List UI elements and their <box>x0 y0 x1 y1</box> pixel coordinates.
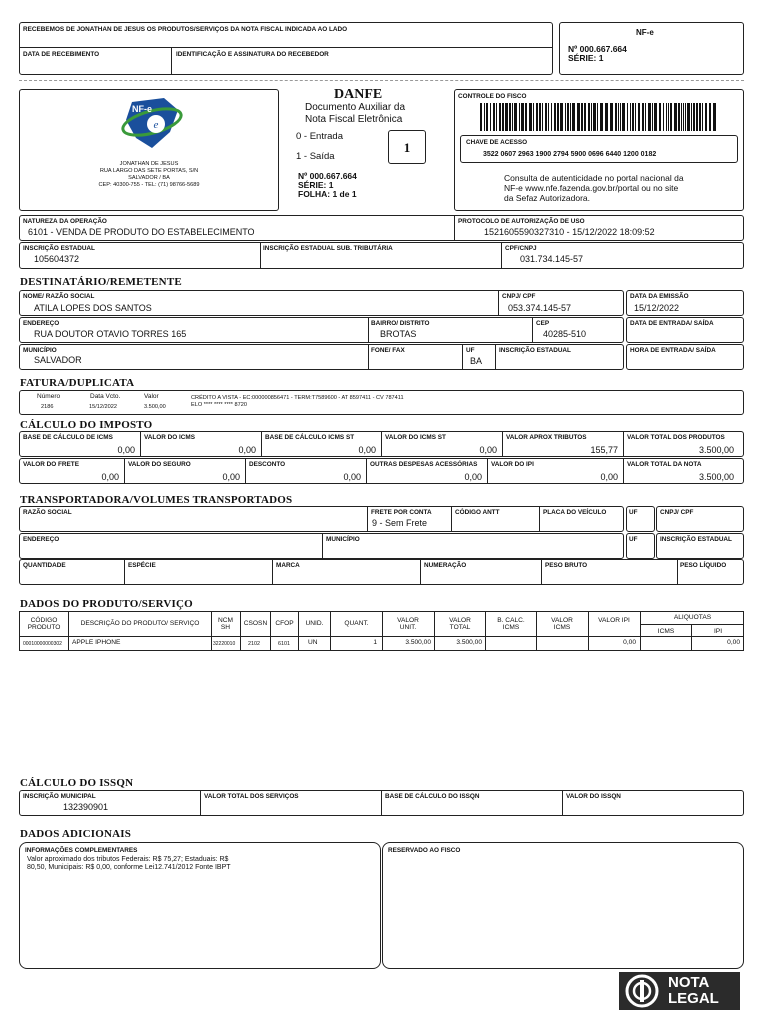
transp-placa-label: PLACA DO VEÍCULO <box>543 509 607 516</box>
barcode-bar <box>577 103 580 131</box>
barcode-bar <box>709 103 711 131</box>
dest-row3-divider1 <box>368 344 369 370</box>
fatura-credito2: ELO **** **** **** 8720 <box>191 402 247 408</box>
canhoto-numero: Nº 000.667.664 <box>568 44 627 54</box>
hdr-codigo: CÓDIGO PRODUTO <box>27 617 61 631</box>
barcode-bar <box>484 103 485 131</box>
canhoto-nfe-label: NF-e <box>636 28 654 37</box>
dest-cnpj-label: CNPJ/ CPF <box>502 293 536 300</box>
transp-r2-d1 <box>322 533 323 559</box>
barcode-bar <box>674 103 677 131</box>
fisco-label: RESERVADO AO FISCO <box>388 847 461 854</box>
seguro: 0,00 <box>222 472 240 482</box>
barcode-bar <box>490 103 491 131</box>
issqn-d3 <box>562 790 563 816</box>
barcode-bar <box>597 103 598 131</box>
dest-row2-divider2 <box>532 317 533 343</box>
barcode-bar <box>519 103 520 131</box>
barcode-bar <box>509 103 511 131</box>
fatura-numero-label: Número <box>37 393 61 400</box>
barcode-bar <box>480 103 482 131</box>
fatura-numero: 2186 <box>41 404 54 410</box>
danfe-numero: Nº 000.667.664 <box>298 171 357 181</box>
barcode-bar <box>536 103 538 131</box>
imp-r2-d2 <box>245 458 246 484</box>
danfe-folha: FOLHA: 1 de 1 <box>298 189 357 199</box>
danfe-serie: SÉRIE: 1 <box>298 180 334 190</box>
row-descricao: APPLE IPHONE <box>72 639 121 646</box>
dest-endereco: RUA DOUTOR OTAVIO TORRES 165 <box>34 329 187 339</box>
barcode-bar <box>539 103 541 131</box>
dest-hora-label: HORA DE ENTRADA/ SAÍDA <box>630 347 716 354</box>
hdr-aliquotas: ALIQUOTAS <box>673 614 712 621</box>
barcode-bar <box>570 103 571 131</box>
barcode-bar <box>663 103 664 131</box>
ie-value: 105604372 <box>34 254 80 264</box>
info-label: INFORMAÇÕES COMPLEMENTARES <box>25 847 138 854</box>
barcode-bar <box>678 103 680 131</box>
imp-r1-d5 <box>623 431 624 457</box>
danfe-subtitle2: Nota Fiscal Eletrônica <box>305 114 403 125</box>
dest-uf: BA <box>470 356 483 366</box>
seguro-label: VALOR DO SEGURO <box>128 461 191 468</box>
imp-r1-d2 <box>261 431 262 457</box>
inscricao-divider1 <box>260 242 261 269</box>
barcode-bar <box>615 103 617 131</box>
dest-uf-label: UF <box>466 347 475 354</box>
issqn-im: 132390901 <box>63 802 109 812</box>
barcode-bar <box>645 103 646 131</box>
danfe-subtitle1: Documento Auxiliar da <box>305 102 406 113</box>
dest-emissao: 15/12/2022 <box>634 303 680 313</box>
row-quant: 1 <box>373 639 377 646</box>
barcode-bar <box>630 103 631 131</box>
dest-emissao-label: DATA DA EMISSÃO <box>630 293 689 300</box>
barcode-bar <box>505 103 508 131</box>
transp-row1 <box>19 506 624 532</box>
row-vtotal: 3.500,00 <box>456 639 482 646</box>
dest-row3-divider3 <box>495 344 496 370</box>
dest-cep-label: CEP <box>536 320 550 327</box>
hdr-vunit: VALOR UNIT. <box>397 617 419 631</box>
barcode-bar <box>627 103 628 131</box>
hdr-csosn: CSOSN <box>243 620 268 627</box>
transp-ie-label: INSCRIÇÃO ESTADUAL <box>660 536 732 543</box>
dest-entrada-label: DATA DE ENTRADA/ SAÍDA <box>630 320 714 327</box>
consulta-line2: NF-e www.nfe.fazenda.gov.br/portal ou no site <box>504 183 679 193</box>
barcode-bar <box>502 103 504 131</box>
barcode-bar <box>642 103 644 131</box>
destinatario-section: DESTINATÁRIO/REMETENTE <box>20 276 182 288</box>
barcode-bar <box>668 103 669 131</box>
barcode-bar <box>496 103 497 131</box>
total-prod-label: VALOR TOTAL DOS PRODUTOS <box>627 434 725 441</box>
transp-r1-d2 <box>451 506 452 532</box>
bc-icms-label: BASE DE CÁLCULO DE ICMS <box>23 434 113 441</box>
chave-label: CHAVE DE ACESSO <box>466 139 528 146</box>
barcode-bar <box>670 103 672 131</box>
prod-col-d3 <box>240 611 241 651</box>
transporte-section: TRANSPORTADORA/VOLUMES TRANSPORTADOS <box>20 494 293 506</box>
imp-r1-d4 <box>502 431 503 457</box>
barcode-bar <box>610 103 613 131</box>
transp-numeracao-label: NUMERAÇÃO <box>424 562 467 569</box>
barcode-bar <box>635 103 636 131</box>
barcode-bar <box>493 103 495 131</box>
barcode-bar <box>591 103 592 131</box>
dest-ie-label: INSCRIÇÃO ESTADUAL <box>499 347 571 354</box>
data-recebimento-label: DATA DE RECEBIMENTO <box>23 51 100 58</box>
dest-nome-label: NOME/ RAZÃO SOCIAL <box>23 293 95 300</box>
hdr-unid: UNID. <box>305 620 324 627</box>
prod-col-d10 <box>536 611 537 651</box>
bc-st-label: BASE DE CÁLCULO ICMS ST <box>265 434 355 441</box>
barcode-icon <box>480 103 716 131</box>
transp-uf-label: UF <box>629 509 638 516</box>
prod-col-d9 <box>485 611 486 651</box>
nota-legal-line2: LEGAL <box>668 990 719 1007</box>
issqn-d2 <box>381 790 382 816</box>
barcode-bar <box>705 103 707 131</box>
prod-col-d5 <box>298 611 299 651</box>
total-nota-label: VALOR TOTAL DA NOTA <box>627 461 702 468</box>
barcode-bar <box>512 103 513 131</box>
transp-liquido-label: PESO LÍQUIDO <box>680 562 727 569</box>
chave-acesso: 3522 0607 2963 1900 2794 5900 0696 6440 1200 0182 <box>483 151 657 158</box>
issqn-section: CÁLCULO DO ISSQN <box>20 777 134 789</box>
hdr-cfop: CFOP <box>275 620 294 627</box>
transp-endereco-label: ENDEREÇO <box>23 536 60 543</box>
transp-r3-d1 <box>124 559 125 585</box>
imp-r2-d1 <box>124 458 125 484</box>
transp-antt-label: CÓDIGO ANTT <box>455 509 500 516</box>
hdr-aliq-ipi: IPI <box>713 628 723 635</box>
aprox-label: VALOR APROX TRIBUTOS <box>506 434 587 441</box>
prod-col-d4 <box>270 611 271 651</box>
barcode-bar <box>632 103 634 131</box>
emitente-cep-tel: CEP: 40300-755 - TEL: (71) 98766-5689 <box>98 182 200 188</box>
aliquotas-divider <box>640 624 744 625</box>
fatura-box <box>19 390 744 415</box>
barcode-bar <box>618 103 619 131</box>
dest-nome: ATILA LOPES DOS SANTOS <box>34 303 152 313</box>
barcode-bar <box>567 103 569 131</box>
danfe-saida: 1 - Saída <box>296 151 335 162</box>
barcode-bar <box>659 103 661 131</box>
hdr-ncm: NCM SH <box>217 617 234 631</box>
prod-col-d1 <box>68 611 69 651</box>
imp-r2-d5 <box>623 458 624 484</box>
ipi: 0,00 <box>600 472 618 482</box>
prod-col-d2 <box>211 611 212 651</box>
bc-st: 0,00 <box>358 445 376 455</box>
issqn-bc-label: BASE DE CÁLCULO DO ISSQN <box>385 793 480 800</box>
dest-cep: 40285-510 <box>543 329 587 339</box>
transp-razao-label: RAZÃO SOCIAL <box>23 509 72 516</box>
emitente-city: SALVADOR / BA <box>128 175 170 181</box>
barcode-bar <box>702 103 703 131</box>
issqn-im-label: INSCRIÇÃO MUNICIPAL <box>23 793 96 800</box>
ie-st-label: INSCRIÇÃO ESTADUAL SUB. TRIBUTÁRIA <box>263 245 393 252</box>
inscricao-divider2 <box>501 242 502 269</box>
dest-row2-divider1 <box>368 317 369 343</box>
barcode-bar <box>542 103 543 131</box>
barcode-bar <box>560 103 563 131</box>
dest-cnpj: 053.374.145-57 <box>508 303 572 313</box>
transp-r3-d4 <box>541 559 542 585</box>
v-st: 0,00 <box>479 445 497 455</box>
barcode-bar <box>713 103 716 131</box>
barcode-bar <box>685 103 686 131</box>
barcode-bar <box>681 103 682 131</box>
issqn-valor-label: VALOR DO ISSQN <box>566 793 621 800</box>
imp-r2-d3 <box>366 458 367 484</box>
row-unid: UN <box>308 639 318 646</box>
dest-row1-divider <box>498 290 499 316</box>
info-line1: Valor aproximado dos tributos Federais: R$ 75,27; Estaduais: R$ <box>27 856 229 863</box>
barcode-bar <box>565 103 566 131</box>
barcode-bar <box>638 103 640 131</box>
dest-bairro-label: BAIRRO/ DISTRITO <box>371 320 430 327</box>
bc-icms: 0,00 <box>117 445 135 455</box>
barcode-bar <box>691 103 692 131</box>
hdr-vicms: VALOR ICMS <box>551 617 573 631</box>
row-codigo: 00010000000302 <box>23 641 62 647</box>
fatura-section: FATURA/DUPLICATA <box>20 377 135 389</box>
protocolo-value: 1521605590327310 - 15/12/2022 18:09:52 <box>484 227 655 237</box>
ipi-label: VALOR DO IPI <box>491 461 534 468</box>
dest-endereco-label: ENDEREÇO <box>23 320 60 327</box>
transp-cnpj-label: CNPJ/ CPF <box>660 509 694 516</box>
barcode-bar <box>622 103 625 131</box>
danfe-entrada: 0 - Entrada <box>296 131 343 142</box>
barcode-bar <box>648 103 651 131</box>
barcode-bar <box>499 103 501 131</box>
barcode-bar <box>486 103 488 131</box>
hdr-vtotal: VALOR TOTAL <box>449 617 471 631</box>
fatura-valor-label: Valor <box>144 393 159 400</box>
barcode-bar <box>554 103 556 131</box>
barcode-bar <box>514 103 517 131</box>
identificacao-label: IDENTIFICAÇÃO E ASSINATURA DO RECEBEDOR <box>176 51 329 58</box>
hdr-bcalc: B. CALC. ICMS <box>497 617 525 631</box>
hdr-vipi: VALOR IPI <box>598 617 630 624</box>
imp-r2-d4 <box>487 458 488 484</box>
ie-label: INSCRIÇÃO ESTADUAL <box>23 245 95 252</box>
fatura-vcto: 15/12/2022 <box>89 404 117 410</box>
row-aliq-ipi: 0,00 <box>727 639 740 646</box>
barcode-bar <box>652 103 653 131</box>
hdr-quant: QUANT. <box>344 620 369 627</box>
emitente-cnpj: 031.734.145-57 <box>520 254 584 264</box>
frete: 0,00 <box>101 472 119 482</box>
nota-legal-line1: NOTA <box>668 974 710 991</box>
row-cfop: 6101 <box>278 641 290 647</box>
issqn-d1 <box>200 790 201 816</box>
row-csosn: 2102 <box>248 641 260 647</box>
info-line2: 80,50, Municipais: R$ 0,00, conforme Lei12.741/2012 Fonte IBPT <box>27 864 231 871</box>
transp-uf2-label: UF <box>629 536 638 543</box>
fatura-valor: 3.500,00 <box>144 404 166 410</box>
hdr-descricao: DESCRIÇÃO DO PRODUTO/ SERVIÇO <box>80 620 200 627</box>
dest-row3-divider2 <box>462 344 463 370</box>
nota-legal-icon <box>624 974 660 1008</box>
nfe-logo-text: NF-e <box>132 104 152 114</box>
barcode-bar <box>572 103 575 131</box>
frete-label: VALOR DO FRETE <box>23 461 79 468</box>
canhoto-serie: SÉRIE: 1 <box>568 53 604 63</box>
imposto-section: CÁLCULO DO IMPOSTO <box>20 419 153 431</box>
fatura-credito1: CRÉDITO A VISTA - EC:000000856471 - TERM:T7589600 - AT 8597411 - CV 787411 <box>191 395 404 401</box>
barcode-bar <box>620 103 621 131</box>
canhoto-vdivider <box>171 47 172 75</box>
dest-municipio-label: MUNICÍPIO <box>23 347 57 354</box>
svg-text:e: e <box>153 119 159 131</box>
danfe-title: DANFE <box>334 87 383 102</box>
barcode-bar <box>548 103 549 131</box>
v-icms: 0,00 <box>238 445 256 455</box>
outras: 0,00 <box>464 472 482 482</box>
barcode-bar <box>588 103 590 131</box>
v-st-label: VALOR DO ICMS ST <box>385 434 446 441</box>
barcode-bar <box>693 103 695 131</box>
imp-r1-d1 <box>140 431 141 457</box>
barcode-bar <box>581 103 583 131</box>
barcode-bar <box>699 103 701 131</box>
transp-especie-label: ESPÉCIE <box>128 562 156 569</box>
total-prod: 3.500,00 <box>698 445 734 455</box>
barcode-bar <box>529 103 532 131</box>
dest-municipio: SALVADOR <box>34 355 82 365</box>
nfe-logo-icon <box>112 92 194 154</box>
protocolo-label: PROTOCOLO DE AUTORIZAÇÃO DE USO <box>458 218 585 225</box>
total-nota: 3.500,00 <box>698 472 734 482</box>
natureza-value: 6101 - VENDA DE PRODUTO DO ESTABELECIMENTO <box>28 227 255 237</box>
barcode-bar <box>696 103 698 131</box>
natureza-divider <box>454 215 455 241</box>
barcode-bar <box>521 103 524 131</box>
barcode-bar <box>654 103 657 131</box>
barcode-bar <box>600 103 603 131</box>
transp-r3-d5 <box>677 559 678 585</box>
canhoto-cut-line <box>19 80 744 81</box>
transp-quantidade-label: QUANTIDADE <box>23 562 66 569</box>
consulta-line3: da Sefaz Autorizadora. <box>504 193 591 203</box>
imp-r1-d3 <box>381 431 382 457</box>
outras-label: OUTRAS DESPESAS ACESSÓRIAS <box>370 461 478 468</box>
natureza-label: NATUREZA DA OPERAÇÃO <box>23 218 107 225</box>
barcode-bar <box>584 103 586 131</box>
transp-r3-d3 <box>420 559 421 585</box>
produtos-section: DADOS DO PRODUTO/SERVIÇO <box>20 598 193 610</box>
barcode-bar <box>533 103 534 131</box>
v-icms-label: VALOR DO ICMS <box>144 434 196 441</box>
transp-r1-d3 <box>539 506 540 532</box>
transp-frete: 9 - Sem Frete <box>372 518 428 528</box>
dest-fone-label: FONE/ FAX <box>371 347 405 354</box>
transp-frete-label: FRETE POR CONTA <box>371 509 432 516</box>
row-ncm: 32220010 <box>213 641 236 647</box>
barcode-bar <box>666 103 667 131</box>
issqn-total-label: VALOR TOTAL DOS SERVIÇOS <box>204 793 299 800</box>
transp-marca-label: MARCA <box>276 562 300 569</box>
barcode-bar <box>545 103 547 131</box>
barcode-bar <box>687 103 690 131</box>
barcode-bar <box>605 103 608 131</box>
controle-fisco-label: CONTROLE DO FISCO <box>458 93 527 100</box>
transp-bruto-label: PESO BRUTO <box>545 562 588 569</box>
row-vunit: 3.500,00 <box>405 639 431 646</box>
emitente-cnpj-label: CPF/CNPJ <box>505 245 537 252</box>
canhoto-recebemos: RECEBEMOS DE JONATHAN DE JESUS OS PRODUTOS/SERVIÇOS DA NOTA FISCAL INDICADA AO LADO <box>23 26 348 33</box>
canhoto-divider <box>19 47 553 48</box>
aprox: 155,77 <box>590 445 618 455</box>
barcode-bar <box>551 103 552 131</box>
transp-r1-d1 <box>367 506 368 532</box>
hdr-aliq-icms: ICMS <box>657 628 675 635</box>
dest-bairro: BROTAS <box>380 329 417 339</box>
barcode-bar <box>525 103 527 131</box>
desconto-label: DESCONTO <box>249 461 286 468</box>
consulta-line1: Consulta de autenticidade no portal nacional da <box>504 173 684 183</box>
transp-r3-d2 <box>272 559 273 585</box>
transp-municipio-label: MUNICÍPIO <box>326 536 360 543</box>
fatura-vcto-label: Data Vcto. <box>90 393 121 400</box>
danfe-tipo: 1 <box>403 140 411 155</box>
barcode-bar <box>557 103 559 131</box>
desconto: 0,00 <box>343 472 361 482</box>
row-vipi: 0,00 <box>623 639 636 646</box>
adicionais-section: DADOS ADICIONAIS <box>20 828 132 840</box>
emitente-name: JONATHAN DE JESUS <box>119 161 179 167</box>
reservado-fisco-box <box>382 842 744 969</box>
barcode-bar <box>593 103 596 131</box>
barcode-bar <box>683 103 684 131</box>
emitente-address: RUA LARGO DAS SETE PORTAS, S/N <box>99 168 199 174</box>
